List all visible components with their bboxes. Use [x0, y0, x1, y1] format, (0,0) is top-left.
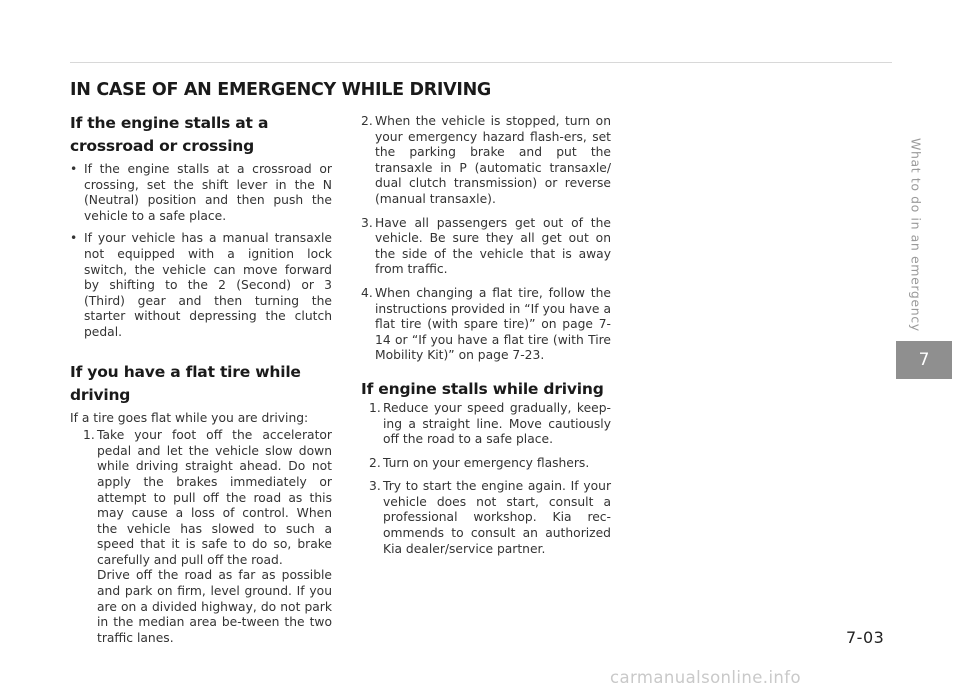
- step-text: When the vehicle is stopped, turn on your emergency hazard flash-ers, set the parking brake and put the transaxle in P (automatic transaxle/ dual clutch transmission) or reverse (manual transaxle).: [375, 114, 611, 206]
- step-text: Turn on your emergency flashers.: [383, 455, 590, 470]
- top-divider: [70, 62, 892, 63]
- flat-tire-heading-line1: If you have a flat tire while: [70, 362, 301, 381]
- stall-crossing-heading-line2: crossroad or crossing: [70, 137, 255, 155]
- flat-tire-step: [70, 428, 332, 646]
- flat-tire-step: [361, 216, 611, 278]
- section-title: IN CASE OF AN EMERGENCY WHILE DRIVING: [70, 80, 492, 100]
- right-column: [361, 114, 611, 565]
- step-number: 2.: [361, 114, 373, 128]
- stall-step: [361, 479, 611, 557]
- bullet-item: [70, 162, 332, 224]
- chapter-number-tab: 7: [896, 341, 952, 379]
- step-number: 3.: [369, 479, 381, 494]
- step-number: 1.: [83, 428, 95, 443]
- page-number: 7-03: [846, 628, 885, 647]
- bullet-item: [70, 231, 332, 340]
- stall-crossing-heading-line1: If the engine stalls at a: [70, 114, 269, 132]
- step-text: Take your foot off the accelerator pedal and let the vehicle slow down while driving straight ahead. Do not apply the brakes immediately or attempt to pull off the road as this may cause a loss of control. When the vehicle has slowed to such a speed that it is safe to do so, brake carefully and pull off the road.: [97, 428, 332, 567]
- bullet-icon: •: [70, 231, 78, 246]
- chapter-side-label: What to do in an emergency: [908, 138, 924, 332]
- stall-step: [361, 456, 611, 472]
- stall-step: [361, 401, 611, 448]
- flat-tire-heading-line2: driving: [70, 385, 131, 404]
- step-number: 1.: [369, 400, 381, 415]
- step-text-continued: Drive off the road as far as possible and park on firm, level ground. If you are on a divided highway, do not park in the median area be-tween the two traffic lanes.: [97, 568, 332, 645]
- step-text: When changing a flat tire, follow the instructions provided in “If you have a flat tire (with spare tire)” on page 7-14 or “If you have a flat tire (with Tire Mobility Kit)” on page 7-23.: [375, 285, 611, 363]
- step-number: 2.: [369, 455, 381, 470]
- flat-tire-step: [361, 286, 611, 364]
- step-text: Try to start the engine again. If your vehicle does not start, consult a professional workshop. Kia rec-ommends to consult an authorized Kia dealer/service partner.: [383, 479, 611, 556]
- left-column: [70, 112, 332, 654]
- watermark: carmanualsonline.info: [610, 668, 801, 687]
- bullet-text: If your vehicle has a manual transaxle not equipped with a ignition lock switch, the vehicle can move forward by shifting to the 2 (Second) or 3 (Third) gear and then turning the starter without depressing the clutch pedal.: [84, 231, 332, 339]
- flat-tire-intro: If a tire goes flat while you are driving:: [70, 410, 309, 425]
- stall-crossing-heading: [70, 112, 332, 158]
- step-number: 3.: [361, 215, 373, 230]
- bullet-icon: •: [70, 162, 78, 176]
- step-number: 4.: [361, 285, 373, 300]
- step-text: Have all passengers get out of the vehicle. Be sure they all get out on the side of the vehicle that is away from traffic.: [375, 215, 611, 277]
- step-text: Reduce your speed gradually, keep-ing a straight line. Move cautiously off the road to a safe place.: [383, 400, 611, 447]
- stall-driving-heading: If engine stalls while driving: [361, 379, 604, 398]
- bullet-text: If the engine stalls at a crossroad or crossing, set the shift lever in the N (Neutral) position and then push the vehicle to a safe place.: [84, 162, 332, 223]
- flat-tire-heading: [70, 361, 332, 407]
- flat-tire-step: [361, 114, 611, 208]
